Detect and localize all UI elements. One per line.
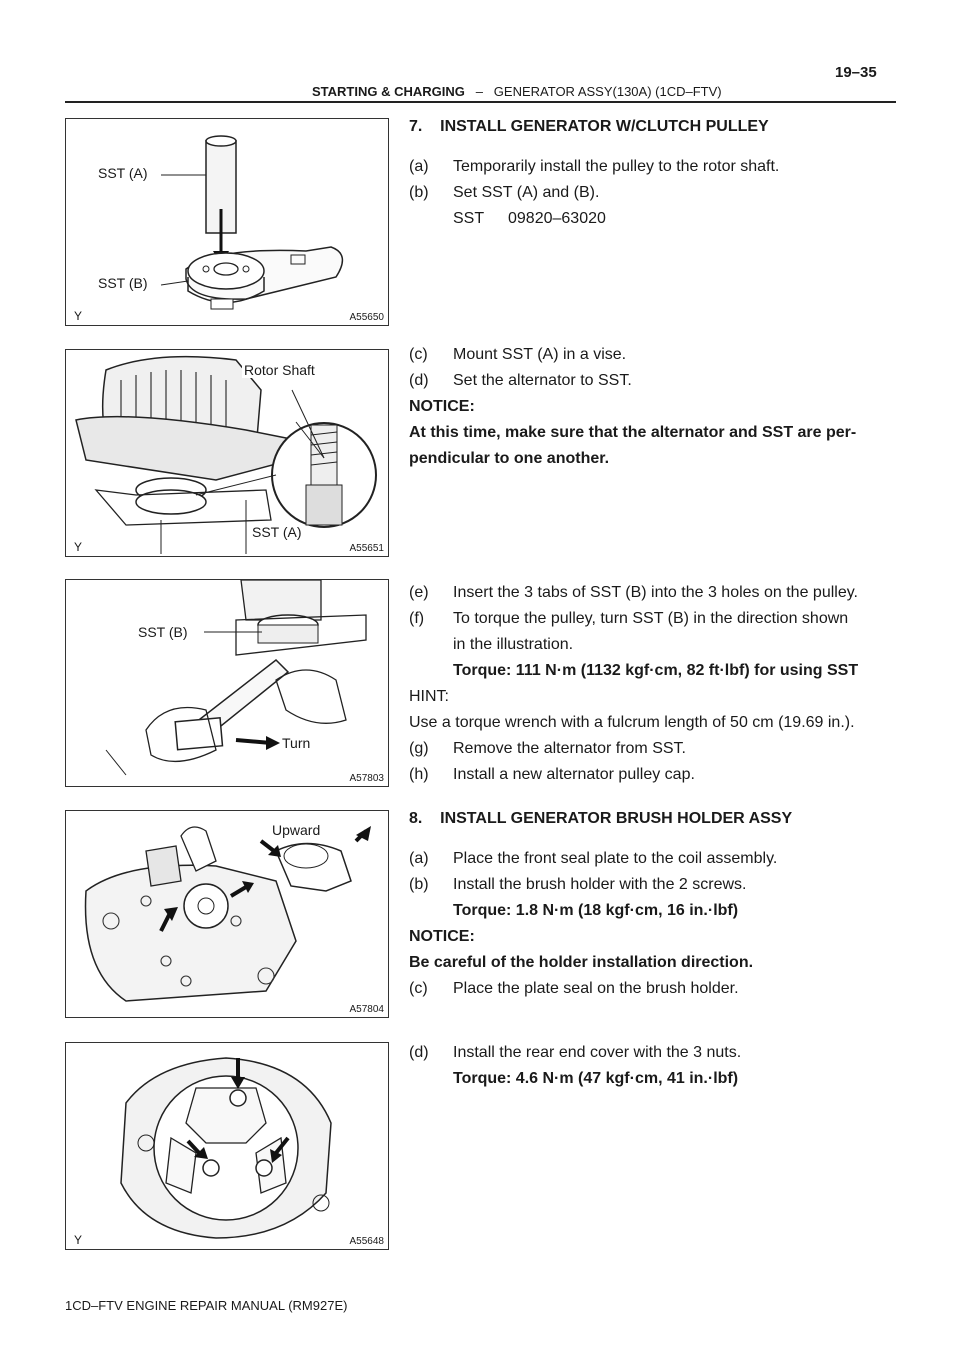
notice-text-2: pendicular to one another. xyxy=(409,450,610,467)
figure-label-upward: Upward xyxy=(272,822,321,838)
figure-code: A57804 xyxy=(349,1004,384,1015)
step-7-h: (h) Install a new alternator pulley cap. xyxy=(409,766,695,783)
figure-sst-setup xyxy=(65,118,389,326)
header-rule xyxy=(65,101,896,103)
figure-label-sst-a: SST (A) xyxy=(98,165,148,181)
figure-label-rotor-shaft: Rotor Shaft xyxy=(244,362,315,378)
figure-label-sst-b: SST (B) xyxy=(98,275,148,291)
torque-spec-cover: Torque: 4.6 N·m (47 kgf·cm, 41 in.·lbf) xyxy=(453,1070,739,1087)
notice-label-8: NOTICE: xyxy=(409,928,475,945)
running-header xyxy=(312,84,722,99)
step-8-c: (c) Place the plate seal on the brush holder. xyxy=(409,980,739,997)
alternator-rotor-illustration xyxy=(66,350,388,556)
step-8-block xyxy=(409,806,899,1002)
figure-code: A55651 xyxy=(349,543,384,554)
figure-code: A57803 xyxy=(349,773,384,784)
rear-cover-illustration xyxy=(66,1043,388,1249)
step-8-a: (a) Place the front seal plate to the coil assembly. xyxy=(409,850,778,867)
step-7-f-cont: in the illustration. xyxy=(453,636,574,653)
figure-mark: Y xyxy=(74,309,83,323)
step-8-d: (d) Install the rear end cover with the 3 nuts. xyxy=(409,1044,742,1061)
step-7-e: (e) Insert the 3 tabs of SST (B) into the 3 holes on the pulley. xyxy=(409,584,858,601)
figure-mark: Y xyxy=(74,540,83,554)
sst-illustration xyxy=(66,119,388,325)
figure-mark: Y xyxy=(74,1233,83,1247)
step-8-cover-block xyxy=(409,1040,899,1092)
figure-torque-pulley xyxy=(65,579,389,787)
step-7-torque-block xyxy=(409,580,899,788)
figure-rear-cover xyxy=(65,1042,389,1250)
step-7-block xyxy=(409,114,899,232)
figure-label-turn: Turn xyxy=(282,735,311,751)
step-8-title: 8. INSTALL GENERATOR BRUSH HOLDER ASSY xyxy=(409,810,793,827)
page-number: 19–35 xyxy=(835,64,877,81)
header-section: STARTING & CHARGING xyxy=(312,84,465,99)
notice-text-1: At this time, make sure that the alternator and SST are per- xyxy=(409,424,857,441)
figure-code: A55650 xyxy=(349,312,384,323)
header-separator: – xyxy=(475,84,483,99)
header-subsection: GENERATOR ASSY(130A) (1CD–FTV) xyxy=(493,84,722,99)
brush-holder-illustration xyxy=(66,811,388,1017)
torque-spec-pulley: Torque: 111 N·m (1132 kgf·cm, 82 ft·lbf) for using SST xyxy=(453,662,859,679)
footer-manual-id: 1CD–FTV ENGINE REPAIR MANUAL (RM927E) xyxy=(65,1298,348,1313)
notice-label: NOTICE: xyxy=(409,398,475,415)
hint-label: HINT: xyxy=(409,688,449,705)
step-7-mount-block xyxy=(409,342,899,472)
figure-code: A55648 xyxy=(349,1236,384,1247)
torque-wrench-illustration xyxy=(66,580,388,786)
step-7-b: (b) Set SST (A) and (B). xyxy=(409,184,600,201)
figure-brush-holder xyxy=(65,810,389,1018)
step-7-title: 7. INSTALL GENERATOR W/CLUTCH PULLEY xyxy=(409,118,769,135)
step-7-g: (g) Remove the alternator from SST. xyxy=(409,740,686,757)
step-7-f: (f) To torque the pulley, turn SST (B) in the direction shown xyxy=(409,610,849,627)
step-7-c: (c) Mount SST (A) in a vise. xyxy=(409,346,627,363)
step-8-b: (b) Install the brush holder with the 2 screws. xyxy=(409,876,747,893)
step-7-a: (a) Temporarily install the pulley to the rotor shaft. xyxy=(409,158,780,175)
torque-spec-brush: Torque: 1.8 N·m (18 kgf·cm, 16 in.·lbf) xyxy=(453,902,739,919)
sst-number-line: SST 09820–63020 xyxy=(453,210,606,227)
figure-alternator-on-sst xyxy=(65,349,389,557)
hint-text: Use a torque wrench with a fulcrum length of 50 cm (19.69 in.). xyxy=(409,714,855,731)
step-7-d: (d) Set the alternator to SST. xyxy=(409,372,632,389)
figure-label-sst-a: SST (A) xyxy=(252,524,302,540)
notice-text-8: Be careful of the holder installation direction. xyxy=(409,954,754,971)
figure-label-sst-b: SST (B) xyxy=(138,624,188,640)
